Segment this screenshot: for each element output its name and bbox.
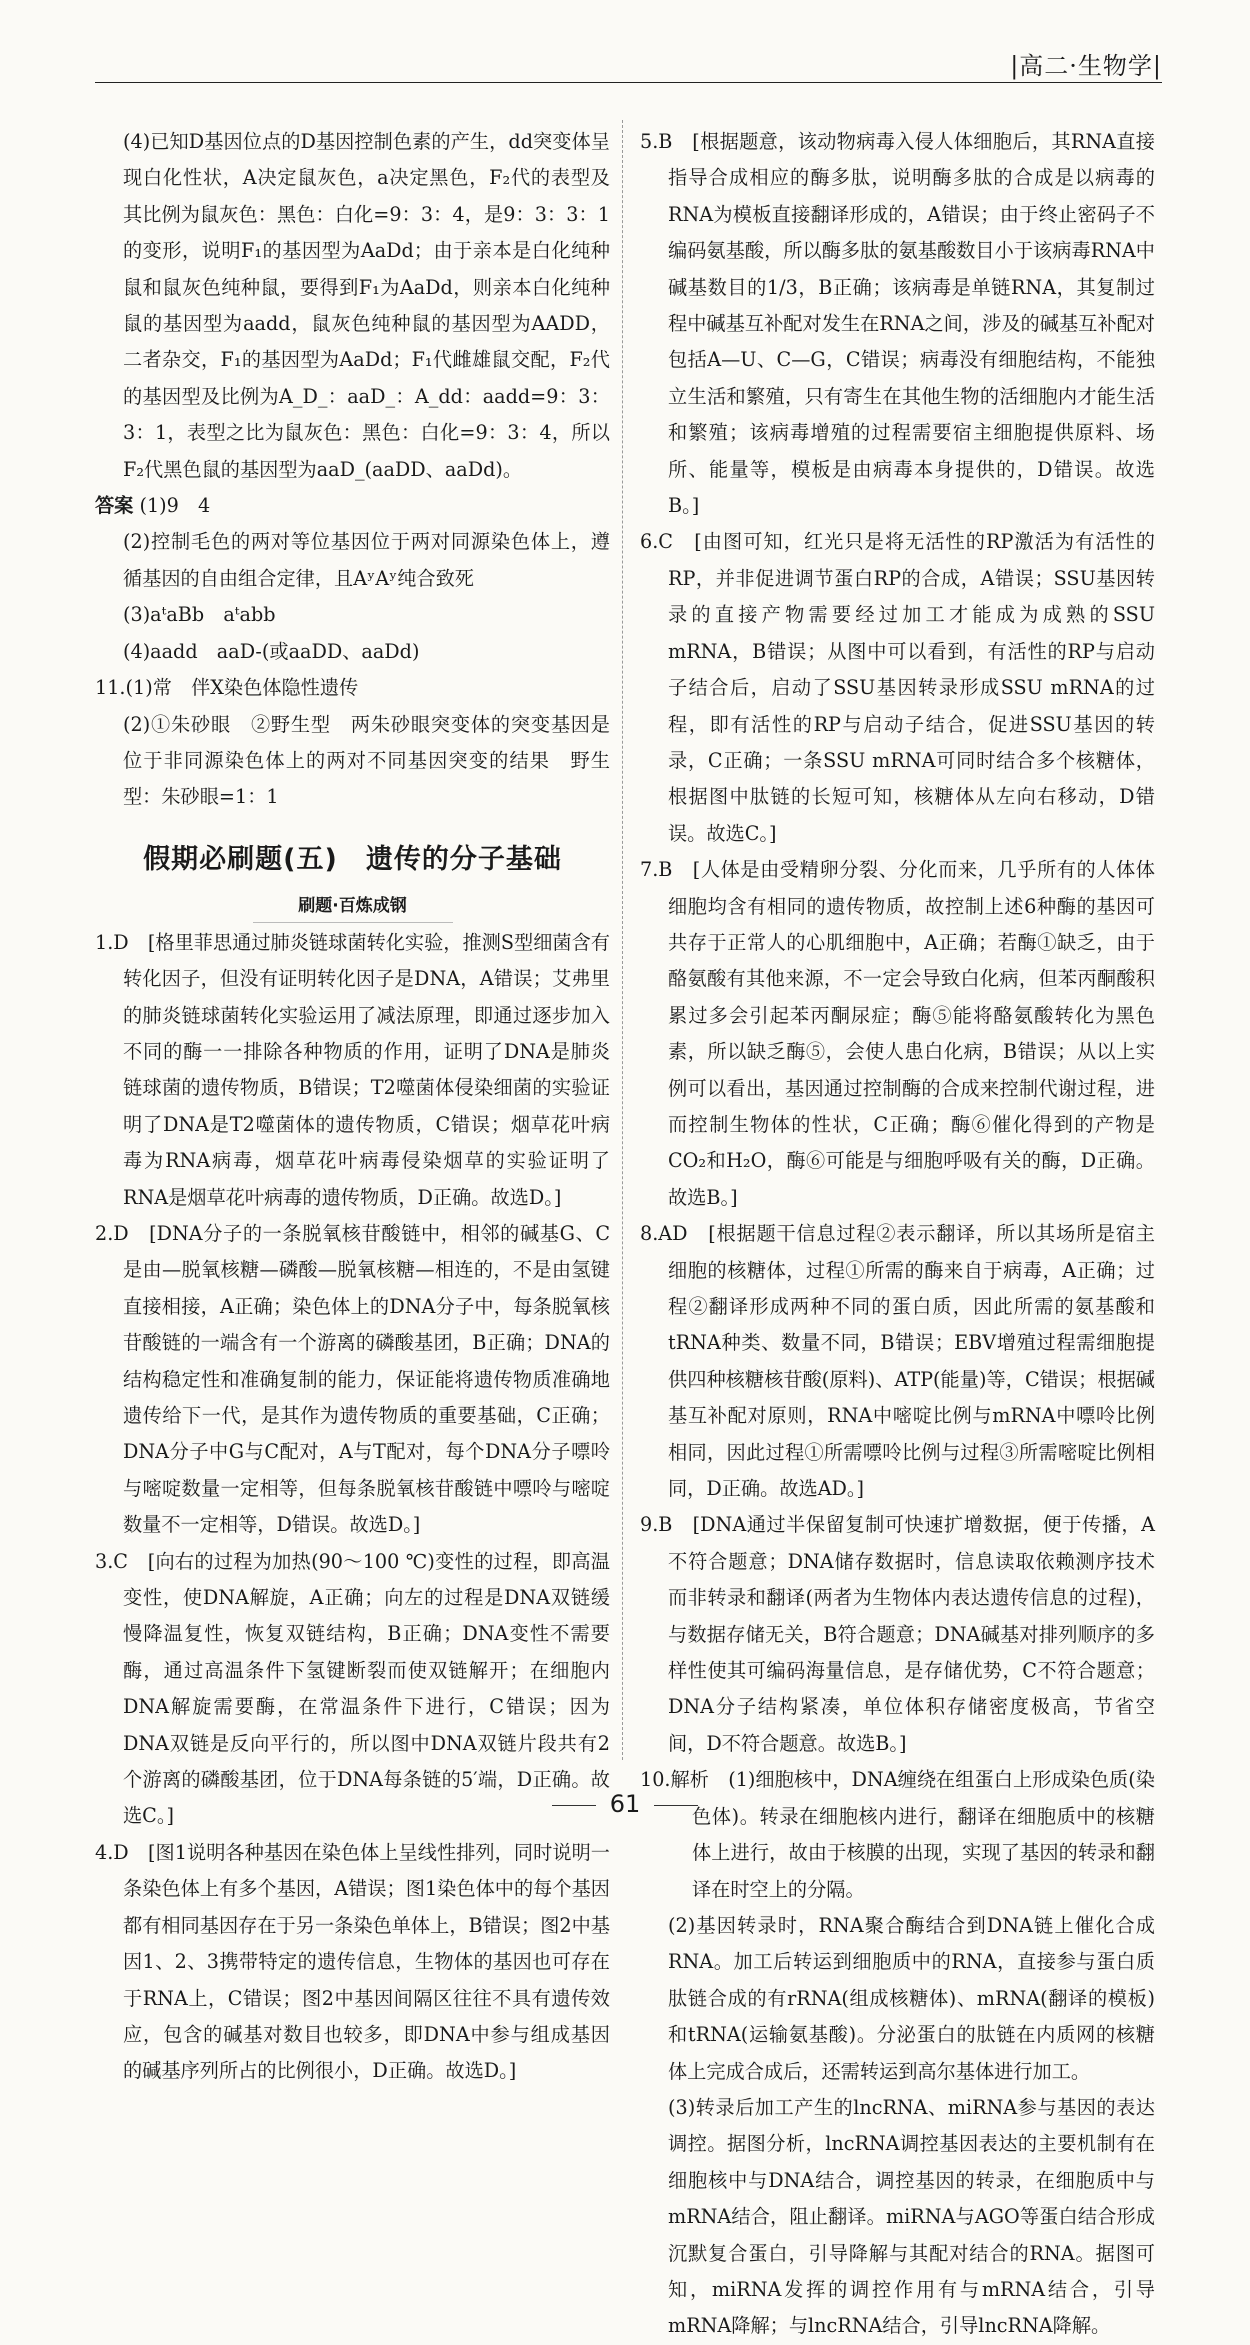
question-2: 2.D [DNA分子的一条脱氧核苷酸链中，相邻的碱基G、C是由—脱氧核糖—磷酸—脱氧核糖—相连的，不是由氢键直接相接，A正确；染色体上的DNA分子中，每条脱氧核苷酸链的一端含有一个游离的磷酸基团，B正确；DNA的结构稳定性和准确复制的能力，保证能将遗传物质准确地遗传给下一代，是其作为遗传物质的重要基础，C正确；DNA分子中G与C配对，A与T配对，每个DNA分子嘌呤与嘧啶数量一定相等，但每条脱氧核苷酸链中嘌呤与嘧啶数量不一定相等，D错误。故选D。] bbox=[95, 1221, 610, 1537]
question-10-part1: 10.解析 (1)细胞核中，DNA缠绕在组蛋白上形成染色质(染色体)。转录在细胞核内进行，翻译在细胞质中的核糖体上进行，故由于核膜的出现，实现了基因的转录和翻译在时空上的分隔。 bbox=[640, 1768, 1155, 1901]
answer-4: (4)aadd aaD-(或aaDD、aaDd) bbox=[123, 639, 420, 663]
question-10-part2: (2)基因转录时，RNA聚合酶结合到DNA链上催化合成RNA。加工后转运到细胞质中的RNA，直接参与蛋白质肽链合成的有rRNA(组成核糖体)、mRNA(翻译的模板)和tRNA(运输氨基酸)。分泌蛋白的肽链在内质网的核糖体上完成合成后，还需转运到高尔基体进行加工。 bbox=[668, 1913, 1155, 2083]
footer-dash-left bbox=[552, 1805, 596, 1806]
section-subtitle: 刷题·百炼成钢 bbox=[95, 890, 610, 923]
running-header: |高二·生物学| bbox=[1010, 52, 1162, 80]
question-9: 9.B [DNA通过半保留复制可快速扩增数据，便于传播，A不符合题意；DNA储存数据时，信息读取依赖测序技术而非转录和翻译(两者为生物体内表达遗传信息的过程)，与数据存储无关，B符合题意；DNA碱基对排列顺序的多样性使其可编码海量信息，是存储优势，C不符合题意；DNA分子结构紧凑，单位体积存储密度极高，节省空间，D不符合题意。故选B。] bbox=[640, 1513, 1155, 1755]
q11-part2: (2)①朱砂眼 ②野生型 两朱砂眼突变体的突变基因是位于非同源染色体上的两对不同基因突变的结果 野生型：朱砂眼=1：1 bbox=[123, 712, 610, 809]
question-10-part3: (3)转录后加工产生的lncRNA、miRNA参与基因的表达调控。据图分析，lncRNA调控基因表达的主要机制有在细胞核中与DNA结合，调控基因的转录，在细胞质中与mRNA结合，阻止翻译。miRNA与AGO等蛋白结合形成沉默复合蛋白，引导降解与其配对结合的RNA。据图可知，miRNA发挥的调控作用有与mRNA结合，引导mRNA降解；与lncRNA结合，引导lncRNA降解。 bbox=[668, 2095, 1155, 2338]
answer-1: (1)9 4 bbox=[139, 494, 211, 518]
answer-block bbox=[95, 488, 610, 524]
question-8: 8.AD [根据题干信息过程②表示翻译，所以其场所是宿主细胞的核糖体，过程①所需的酶来自于病毒，A正确；过程②翻译形成两种不同的蛋白质，因此所需的氨基酸和tRNA种类、数量不同，B错误；EBV增殖过程需细胞提供四种核糖核苷酸(原料)、ATP(能量)等，C错误；根据碱基互补配对原则，RNA中嘧啶比例与mRNA中嘌呤比例相同，因此过程①所需嘌呤比例与过程③所需嘧啶比例相同，D正确。故选AD。] bbox=[640, 1222, 1155, 1501]
question-3: 3.C [向右的过程为加热(90～100 ℃)变性的过程，即高温变性，使DNA解旋，A正确；向左的过程是DNA双链缓慢降温复性，恢复双链结构，B正确；DNA变性不需要酶，通过高温条件下氢键断裂而使双链解开；在细胞内DNA解旋需要酶，在常温条件下进行，C错误；因为DNA双链是反向平行的，所以图中DNA双链片段共有2个游离的磷酸基团，位于DNA每条链的5′端，D正确。故选C。] bbox=[95, 1549, 610, 1828]
answer-3: (3)aᵗaBb aᵗabb bbox=[123, 603, 276, 627]
question-4: 4.D [图1说明各种基因在染色体上呈线性排列，同时说明一条染色体上有多个基因，A错误；图1染色体中的每个基因都有相同基因存在于另一条染色单体上，B错误；图2中基因1、2、3携带特定的遗传信息，生物体的基因也可存在于RNA上，C错误；图2中基因间隔区往往不具有遗传效应，包含的碱基对数目也较多，即DNA中参与组成基因的碱基序列所占的比例很小，D正确。故选D。] bbox=[95, 1840, 610, 2083]
answer-label: 答案 bbox=[95, 494, 134, 518]
right-column bbox=[640, 124, 1155, 2345]
column-divider bbox=[622, 120, 623, 1760]
question-6: 6.C [由图可知，红光只是将无活性的RP激活为有活性的RP，并非促进调节蛋白RP的合成，A错误；SSU基因转录的直接产物需要经过加工才能成为成熟的SSU mRNA，B错误；从图中可以看到，有活性的RP与启动子结合后，启动了SSU基因转录形成SSU mRNA的过程，即有活性的RP与启动子结合，促进SSU基因的转录，C正确；一条SSU mRNA可同时结合多个核糖体，根据图中肽链的长短可知，核糖体从左向右移动，D错误。故选C。] bbox=[640, 530, 1155, 845]
header-rule bbox=[95, 82, 1162, 83]
answer-2: (2)控制毛色的两对等位基因位于两对同源染色体上，遵循基因的自由组合定律，且AʸAʸ纯合致死 bbox=[123, 530, 610, 590]
q11-part1: 11.(1)常 伴X染色体隐性遗传 bbox=[95, 676, 359, 700]
q4-explanation: (4)已知D基因位点的D基因控制色素的产生，dd突变体呈现白化性状，A决定鼠灰色，a决定黑色，F₂代的表型及其比例为鼠灰色：黑色：白化=9：3：4，是9：3：3：1的变形，说明F₁的基因型为AaDd；由于亲本是白化纯种鼠和鼠灰色纯种鼠，要得到F₁为AaDd，则亲本白化纯种鼠的基因型为aadd，鼠灰色纯种鼠的基因型为AADD，二者杂交，F₁的基因型为AaDd；F₁代雌雄鼠交配，F₂代的基因型及比例为A_D_：aaD_：A_dd：aadd=9：3：3：1，表型之比为鼠灰色：黑色：白化=9：3：4，所以F₂代黑色鼠的基因型为aaD_(aaDD、aaDd)。 bbox=[123, 130, 610, 481]
question-7: 7.B [人体是由受精卵分裂、分化而来，几乎所有的人体体细胞均含有相同的遗传物质，故控制上述6种酶的基因可共存于正常人的心肌细胞中，A正确；若酶①缺乏，由于酪氨酸有其他来源，不一定会导致白化病，但苯丙酮酸积累过多会引起苯丙酮尿症；酶⑤能将酪氨酸转化为黑色素，所以缺乏酶⑤，会使人患白化病，B错误；从以上实例可以看出，基因通过控制酶的合成来控制代谢过程，进而控制生物体的性状，C正确；酶⑥催化得到的产物是CO₂和H₂O，酶⑥可能是与细胞呼吸有关的酶，D正确。故选B。] bbox=[640, 858, 1155, 1209]
section-title: 假期必刷题(五) 遗传的分子基础 bbox=[143, 843, 562, 875]
page-footer bbox=[0, 1790, 1250, 1818]
question-1: 1.D [格里菲思通过肺炎链球菌转化实验，推测S型细菌含有转化因子，但没有证明转化因子是DNA，A错误；艾弗里的肺炎链球菌转化实验运用了减法原理，即通过逐步加入不同的酶一一排除各种物质的作用，证明了DNA是肺炎链球菌的遗传物质，B错误；T2噬菌体侵染细菌的实验证明了DNA是T2噬菌体的遗传物质，C错误；烟草花叶病毒为RNA病毒，烟草花叶病毒侵染烟草的实验证明了RNA是烟草花叶病毒的遗传物质，D正确。故选D。] bbox=[95, 930, 610, 1209]
page-number: 61 bbox=[609, 1790, 641, 1818]
question-5: 5.B [根据题意，该动物病毒入侵人体细胞后，其RNA直接指导合成相应的酶多肽，说明酶多肽的合成是以病毒的RNA为模板直接翻译形成的，A错误；由于终止密码子不编码氨基酸，所以酶多肽的氨基酸数目小于该病毒RNA中碱基数目的1/3，B正确；该病毒是单链RNA，其复制过程中碱基互补配对发生在RNA之间，涉及的碱基互补配对包括A—U、C—G，C错误；病毒没有细胞结构，不能独立生活和繁殖，只有寄生在其他生物的活细胞内才能生活和繁殖；该病毒增殖的过程需要宿主细胞提供原料、场所、能量等，模板是由病毒本身提供的，D错误。故选B。] bbox=[640, 130, 1155, 518]
footer-dash-right bbox=[654, 1805, 698, 1806]
